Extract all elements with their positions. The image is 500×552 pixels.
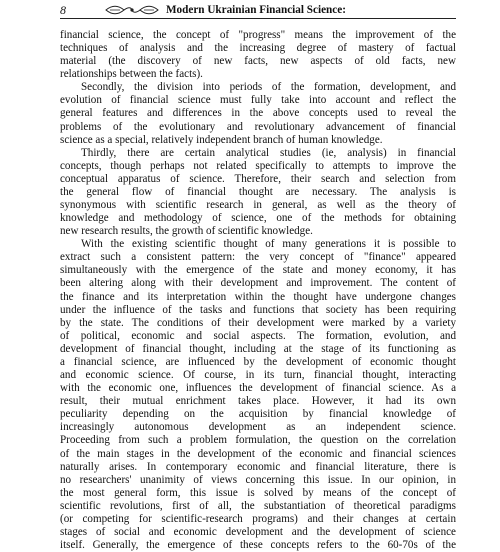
text-line: new research results, the growth of scientific knowledge. (60, 225, 313, 238)
text-line: the most general form, this issue is solved by means of the concept of (60, 486, 456, 499)
text-line: and economic science. Of course, in its turn, financial thought, interacting (60, 369, 456, 382)
text-line: increasingly autonomous development as an independent science. (60, 421, 456, 434)
text-line: (or competing for scientific-research programs) and their changes at certain (60, 512, 456, 525)
text-line: relationships between the facts). (60, 68, 203, 81)
text-line: material (the discovery of new facts, new aspects of old facts, new (60, 55, 456, 68)
text-line: development of financial thought, including at the stage of its functioning as (60, 342, 456, 355)
text-line: Thirdly, there are certain analytical studies (ie, analysis) in financial (81, 146, 456, 159)
text-line: simultaneously with the emergence of the state and money economy, it has (60, 264, 456, 277)
text-line: Secondly, the division into periods of the formation, development, and (81, 81, 456, 94)
text-line: of political, economic and social aspects. The formation, evolution, and (60, 329, 456, 342)
text-line: general features and differences in the above concepts used to reveal the (60, 107, 456, 120)
text-line: by the state. The conditions of their development were marked by a variety (60, 316, 456, 329)
text-line: synonymous with scientific research in general, as well as the theory of (60, 199, 456, 212)
text-line: stages of social and economic development and the development of science (60, 525, 456, 538)
text-line: Proceeding from such a problem formulation, the question on the correlation (60, 434, 456, 447)
decorative-flourish-icon (104, 4, 160, 16)
text-line: the finance and its interpretation within the thought have undergone changes (60, 290, 456, 303)
text-line: extract such a consistent pattern: the very concept of "finance" appeared (60, 251, 456, 264)
running-title: Modern Ukrainian Financial Science: (166, 4, 346, 16)
text-line: no researchers' unanimity of views concerning this issue. In our opinion, in (60, 473, 456, 486)
text-line: conceptual apparatus of science. Therefore, their search and selection from (60, 172, 456, 185)
text-line: with the economic one, influences the development of financial science. As a (60, 382, 456, 395)
text-line: of the main stages in the development of the economic and financial sciences (60, 447, 456, 460)
text-line: been altering along with their development and improvement. The content of (60, 277, 456, 290)
text-line: knowledge and methodology of science, one of the methods for obtaining (60, 212, 456, 225)
text-line: a financial science, are influenced by the development of economic thought (60, 355, 456, 368)
text-line: itself. Generally, the emergence of these concepts refers to the 60-70s of the (60, 539, 456, 552)
header-rule (60, 18, 456, 19)
text-line: naturally arises. In contemporary economic and financial literature, there is (60, 460, 456, 473)
text-line: under the influence of the tasks and functions that society has been requiring (60, 303, 456, 316)
page-header (60, 3, 456, 19)
text-line: financial science, the concept of "progress" means the improvement of the (60, 29, 456, 41)
text-line: the general flow of financial thought are necessary. The analysis is (60, 185, 456, 198)
text-line: evolution of financial science must fully take into account and reflect the (60, 94, 456, 107)
text-line: problems of the evolutionary and revolutionary advancement of financial (60, 120, 456, 133)
text-line: science as a special, relatively independent branch of human knowledge. (60, 133, 383, 146)
text-line: peculiarity depending on the acquisition by financial knowledge of (60, 408, 456, 421)
page-number: 8 (60, 3, 66, 17)
text-line: concepts, though perhaps not related specifically to attempts to improve the (60, 159, 456, 172)
text-line: result, their mutual enrichment takes place. However, it had its own (60, 395, 456, 408)
text-line: techniques of analysis and the increasing degree of mastery of factual (60, 42, 456, 55)
body-text (60, 29, 456, 552)
text-line: scientific revolutions, first of all, the substantiation of theoretical paradigms (60, 499, 456, 512)
text-line: With the existing scientific thought of many generations it is possible to (81, 238, 456, 251)
